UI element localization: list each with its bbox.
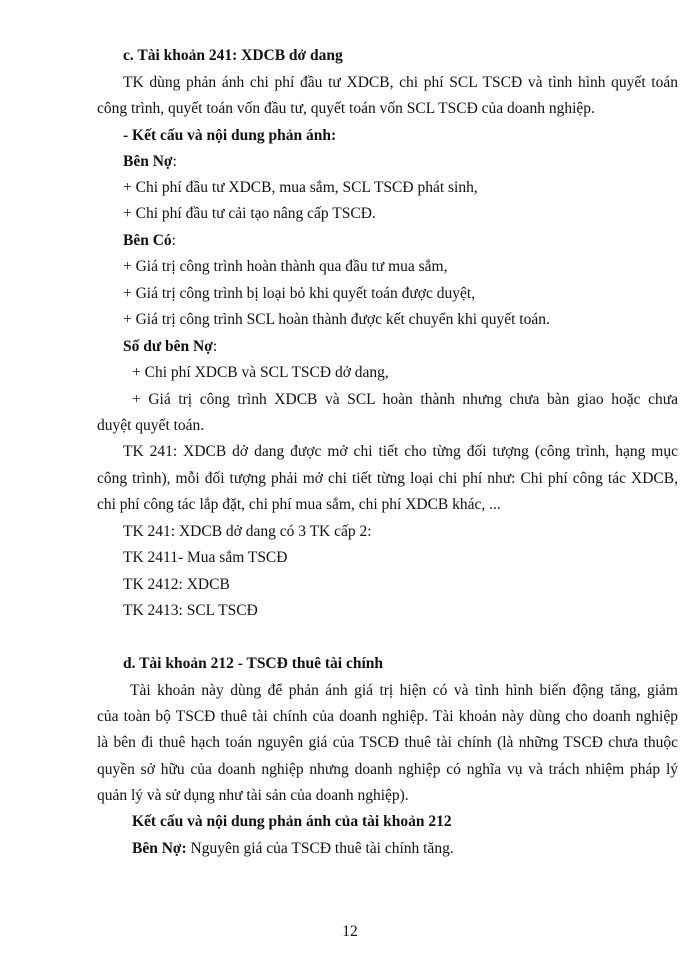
section-c-intro-line2: công trình, quyết toán vốn đầu tư, quyết toán vốn SCL TSCĐ của doanh nghiệp. [97, 100, 595, 117]
section-d-para-line2: của toàn bộ TSCĐ thuê tài chính của doanh nghiệp. Tài khoản này dùng cho doanh nghiệp [97, 708, 678, 725]
section-d-para-line5: quản lý và sử dụng như tài sản của doanh nghiệp). [97, 787, 409, 804]
section-d-debit-text: Nguyên giá của TSCĐ thuê tài chính tăng. [186, 840, 454, 857]
credit-heading: Bên Có: [123, 232, 176, 249]
section-d-para-line1: Tài khoản này dùng để phản ánh giá trị hiện có và tình hình biến động tăng, giảm [130, 682, 678, 699]
section-d-debit-label: Bên Nợ: [132, 840, 187, 857]
section-d-debit-line [0, 839, 700, 859]
credit-item: + Giá trị công trình SCL hoàn thành được kết chuyển khi quyết toán. [123, 311, 550, 328]
credit-item: + Giá trị công trình hoàn thành qua đầu tư mua sắm, [123, 258, 448, 275]
sub-account-item: TK 2412: XDCB [123, 576, 230, 593]
section-c-structure-heading: - Kết cấu và nội dung phản ánh: [123, 127, 337, 144]
page-number: 12 [342, 923, 358, 940]
section-d-heading: d. Tài khoản 212 - TSCĐ thuê tài chính [123, 655, 383, 672]
sub-account-item: TK 2411- Mua sắm TSCĐ [123, 549, 288, 566]
debit-item: + Chi phí đầu tư XDCB, mua sắm, SCL TSCĐ phát sinh, [123, 179, 478, 196]
section-d-para-line3: là bên đi thuê hạch toán nguyên giá của TSCĐ thuê tài chính (là những TSCĐ chưa thuộc [97, 734, 678, 751]
balance-heading: Số dư bên Nợ: [123, 338, 218, 355]
credit-item: + Giá trị công trình bị loại bỏ khi quyết toán được duyệt, [123, 285, 476, 302]
debit-label: Bên Nợ [123, 153, 173, 170]
balance-item-line1: + Giá trị công trình XDCB và SCL hoàn thành nhưng chưa bàn giao hoặc chưa [132, 391, 678, 408]
section-d-structure-heading: Kết cấu và nội dung phản ánh của tài khoản 212 [132, 813, 452, 830]
detail-line2: công trình), mỗi đối tượng phải mở chi tiết từng loại chi phí như: Chi phí công tác XDCB, [97, 470, 678, 487]
sub-accounts-intro: TK 241: XDCB dở dang có 3 TK cấp 2: [123, 523, 372, 540]
balance-item-line2: duyệt quyết toán. [97, 417, 205, 434]
balance-item: + Chi phí XDCB và SCL TSCĐ dở dang, [132, 364, 389, 381]
section-d-para-line4: quyền sở hữu của doanh nghiệp nhưng doanh nghiệp có nghĩa vụ và trách nhiệm pháp lý [97, 761, 678, 778]
debit-heading: Bên Nợ: [123, 153, 177, 170]
debit-item: + Chi phí đầu tư cải tạo nâng cấp TSCĐ. [123, 205, 376, 222]
section-c-intro-line1: TK dùng phản ánh chi phí đầu tư XDCB, chi phí SCL TSCĐ và tình hình quyết toán [123, 74, 678, 91]
section-c-heading: c. Tài khoản 241: XDCB dở dang [123, 47, 343, 64]
detail-line1: TK 241: XDCB dở dang được mở chi tiết cho từng đối tượng (công trình, hạng mục [123, 443, 678, 460]
balance-label: Số dư bên Nợ [123, 338, 213, 355]
detail-line3: chi phí công tác lắp đặt, chi phí mua sắm, chi phí XDCB khác, ... [97, 496, 501, 513]
credit-label: Bên Có [123, 232, 172, 249]
sub-account-item: TK 2413: SCL TSCĐ [123, 602, 258, 619]
